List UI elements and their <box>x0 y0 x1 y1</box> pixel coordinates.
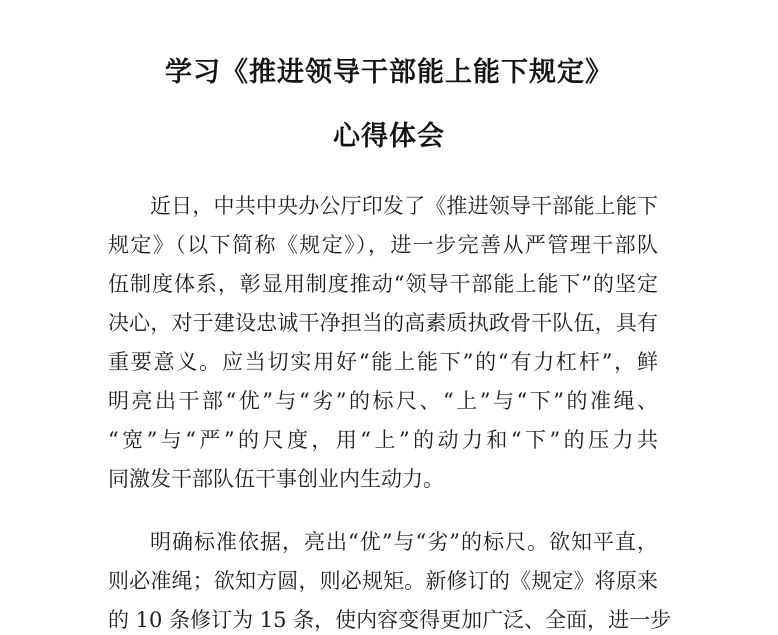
paragraph-1-line-4: 决心，对于建设忠诚干净担当的高素质执政骨干队伍，具有 <box>108 311 658 335</box>
document-title-line-2: 心得体会 <box>333 121 445 152</box>
paragraph-2-line-2: 则必准绳；欲知方圆，则必规矩。新修订的《规定》将原来 <box>108 569 658 593</box>
paragraph-1-line-7: “宽”与“严”的尺度，用“上”的动力和“下”的压力共 <box>108 428 658 452</box>
paragraph-1-line-8: 同激发干部队伍干事创业内生动力。 <box>108 467 444 491</box>
paragraph-1-line-2: 规定》（以下简称《规定》），进一步完善从严管理干部队 <box>108 233 658 257</box>
paragraph-1-line-1: 近日，中共中央办公厅印发了《推进领导干部能上能下 <box>150 194 658 218</box>
document-title-line-1: 学习《推进领导干部能上能下规定》 <box>165 57 613 88</box>
paragraph-1-line-6: 明亮出干部“优”与“劣”的标尺、“上”与“下”的准绳、 <box>108 389 658 413</box>
paragraph-1-line-5: 重要意义。应当切实用好“能上能下”的“有力杠杆”，鲜 <box>108 350 658 374</box>
paragraph-2-line-1: 明确标准依据，亮出“优”与“劣”的标尺。欲知平直， <box>150 530 658 554</box>
paragraph-1-line-3: 伍制度体系，彰显用制度推动“领导干部能上能下”的坚定 <box>108 272 658 296</box>
paragraph-2-line-3: 的 10 条修订为 15 条，使内容变得更加广泛、全面，进一步 <box>108 608 672 632</box>
